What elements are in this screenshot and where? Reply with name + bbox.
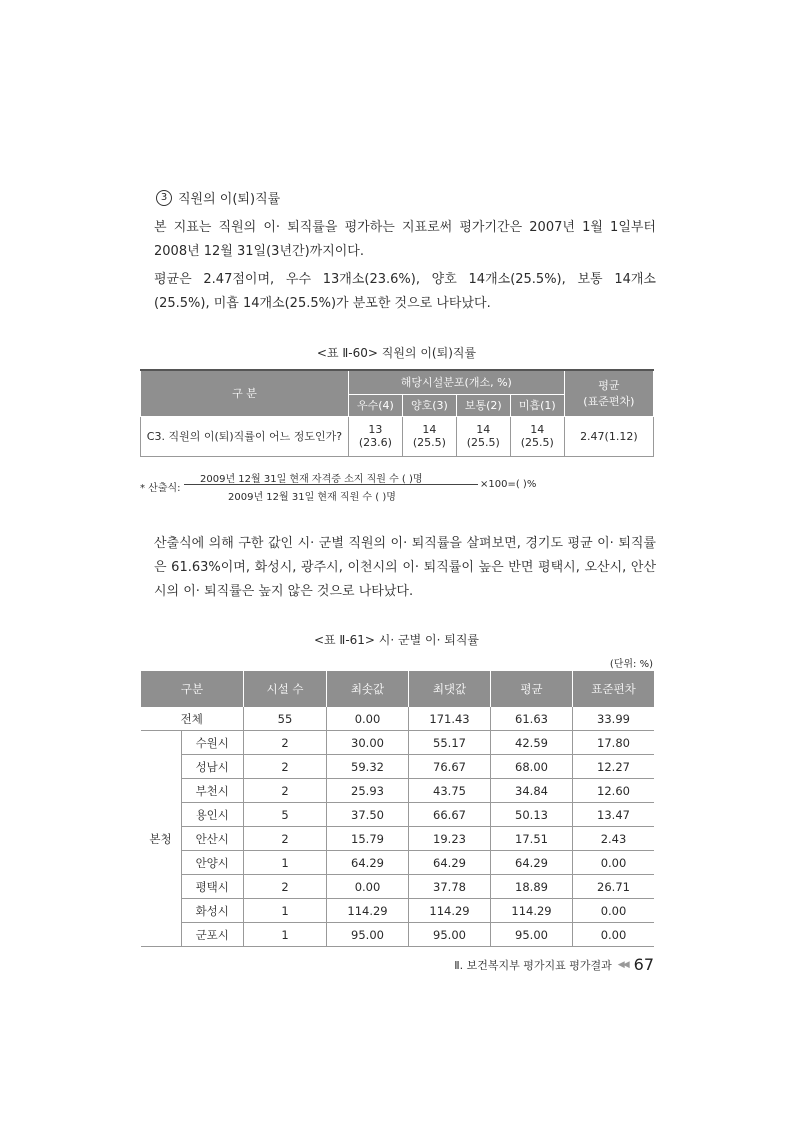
page-footer [454, 955, 654, 974]
t2-cell: 50.13 [491, 803, 573, 827]
t2-cell: 114.29 [491, 899, 573, 923]
t2-cell: 17.51 [491, 827, 573, 851]
table2-unit: (단위: %) [609, 659, 653, 670]
t2-cell: 55.17 [409, 731, 491, 755]
t1-header-dist: 해당시설분포(개소, %) [348, 370, 564, 394]
t2-cell: 55 [244, 707, 327, 731]
t2-cell: 114.29 [327, 899, 409, 923]
t2-cell: 30.00 [327, 731, 409, 755]
t2-cell: 15.79 [327, 827, 409, 851]
paragraph-2 [140, 268, 656, 316]
t2-cell: 2 [244, 875, 327, 899]
t2-cell: 33.99 [573, 707, 655, 731]
formula [140, 468, 660, 504]
t1-count-1: 14 [422, 423, 437, 436]
formula-fraction-line [184, 484, 478, 485]
t2-header-mean: 평균 [491, 671, 573, 707]
t1-col-2: 보통(2) [456, 394, 510, 416]
t2-cell: 43.75 [409, 779, 491, 803]
table2 [140, 671, 654, 947]
t2-cell: 42.59 [491, 731, 573, 755]
t1-header-avg [564, 370, 653, 416]
t2-header-category: 구분 [141, 671, 244, 707]
t2-cell: 0.00 [327, 875, 409, 899]
t2-city: 화성시 [181, 899, 244, 923]
t2-cell: 0.00 [573, 923, 655, 947]
t2-cell: 95.00 [409, 923, 491, 947]
t2-cell: 1 [244, 899, 327, 923]
t2-cell: 2 [244, 779, 327, 803]
formula-denominator: 2009년 12월 31일 현재 직원 수 ( )명 [228, 492, 396, 503]
t1-header-avg-sub: (표준편차) [583, 395, 635, 409]
section-title [156, 188, 280, 207]
t1-header-group: 구 분 [141, 370, 349, 416]
t2-cell: 2.43 [573, 827, 655, 851]
t2-cell: 37.78 [409, 875, 491, 899]
t2-cell: 25.93 [327, 779, 409, 803]
t1-col-0: 우수(4) [348, 394, 402, 416]
t1-count-0: 13 [368, 423, 383, 436]
t2-city: 안양시 [181, 851, 244, 875]
t2-total-label: 전체 [141, 707, 244, 731]
t2-cell: 2 [244, 755, 327, 779]
t1-row-label: C3. 직원의 이(퇴)직률이 어느 정도인가? [141, 416, 349, 456]
t2-cell: 95.00 [327, 923, 409, 947]
table-row-total [141, 707, 655, 731]
t1-col-3: 미흡(1) [510, 394, 564, 416]
t2-city: 용인시 [181, 803, 244, 827]
t2-header-count: 시설 수 [244, 671, 327, 707]
formula-numerator: 2009년 12월 31일 현재 자격증 소지 직원 수 ( )명 [200, 474, 423, 485]
t2-cell: 0.00 [573, 851, 655, 875]
t1-cell [348, 416, 402, 456]
t2-city: 수원시 [181, 731, 244, 755]
t2-cell: 64.29 [409, 851, 491, 875]
t2-cell: 66.67 [409, 803, 491, 827]
t2-cell: 64.29 [491, 851, 573, 875]
t1-pct-3: (25.5) [520, 436, 554, 449]
table2-caption: <표 Ⅱ-61> 시· 군별 이· 퇴직률 [313, 633, 480, 647]
paragraph-1 [140, 216, 656, 264]
t1-cell [456, 416, 510, 456]
table1-caption: <표 Ⅱ-60> 직원의 이(퇴)직률 [316, 346, 477, 360]
t1-cell [510, 416, 564, 456]
paragraph-3 [140, 532, 656, 604]
t2-cell: 171.43 [409, 707, 491, 731]
t2-cell: 18.89 [491, 875, 573, 899]
t2-cell: 0.00 [573, 899, 655, 923]
paragraph-2-text: 평균은 2.47점이며, 우수 13개소(23.6%), 양호 14개소(25.5%), 보통 14개소(25.5%), 미흡 14개소(25.5%)가 분포한 것으로 나타났다. [154, 272, 656, 311]
table-row [141, 755, 655, 779]
table-row [141, 803, 655, 827]
table-row [141, 875, 655, 899]
t1-cell [402, 416, 456, 456]
table-row [141, 827, 655, 851]
t1-count-2: 14 [476, 423, 491, 436]
paragraph-1-text: 본 지표는 직원의 이· 퇴직률을 평가하는 지표로써 평가기간은 2007년 1월 1일부터 2008년 12월 31일(3년간)까지이다. [154, 220, 656, 259]
t2-cell: 114.29 [409, 899, 491, 923]
t1-pct-2: (25.5) [466, 436, 500, 449]
t2-cell: 19.23 [409, 827, 491, 851]
t2-cell: 2 [244, 731, 327, 755]
t1-pct-0: (23.6) [358, 436, 392, 449]
footer-text: Ⅱ. 보건복지부 평가지표 평가결과 [454, 958, 612, 972]
table-row [141, 851, 655, 875]
t2-cell: 0.00 [327, 707, 409, 731]
t2-cell: 17.80 [573, 731, 655, 755]
t2-header-sd: 표준편차 [573, 671, 655, 707]
page-number: 67 [633, 955, 654, 974]
table-row [141, 779, 655, 803]
t2-header-max: 최댓값 [409, 671, 491, 707]
t2-cell: 1 [244, 851, 327, 875]
t2-cell: 59.32 [327, 755, 409, 779]
t2-cell: 34.84 [491, 779, 573, 803]
table-row [141, 923, 655, 947]
t2-city: 성남시 [181, 755, 244, 779]
table1 [140, 369, 654, 457]
t2-cell: 64.29 [327, 851, 409, 875]
t2-cell: 26.71 [573, 875, 655, 899]
t1-pct-1: (25.5) [412, 436, 446, 449]
formula-suffix: ×100=( )% [480, 479, 537, 490]
t1-avg: 2.47(1.12) [564, 416, 653, 456]
formula-prefix: * 산출식: [140, 483, 181, 494]
t2-cell: 12.60 [573, 779, 655, 803]
t2-cell: 5 [244, 803, 327, 827]
double-arrow-left-icon: ◀◀ [617, 959, 628, 970]
t2-city: 평택시 [181, 875, 244, 899]
t2-cell: 13.47 [573, 803, 655, 827]
section-number: 3 [156, 190, 172, 206]
t2-cell: 1 [244, 923, 327, 947]
table-row [141, 899, 655, 923]
t2-city: 부천시 [181, 779, 244, 803]
t2-header-min: 최솟값 [327, 671, 409, 707]
t2-cell: 2 [244, 827, 327, 851]
t2-cell: 61.63 [491, 707, 573, 731]
t1-count-3: 14 [530, 423, 545, 436]
t2-city: 안산시 [181, 827, 244, 851]
section-title-text: 직원의 이(퇴)직률 [178, 192, 281, 207]
paragraph-3-text: 산출식에 의해 구한 값인 시· 군별 직원의 이· 퇴직률을 살펴보면, 경기도 평균 이· 퇴직률은 61.63%이며, 화성시, 광주시, 이천시의 이· 퇴직률이 높은 반면 평택시, 오산시, 안산시의 이· 퇴직률은 높지 않은 것으로 나타났다. [154, 536, 656, 599]
t2-group-label: 본청 [141, 731, 182, 947]
table-row [141, 731, 655, 755]
t2-cell: 76.67 [409, 755, 491, 779]
t2-cell: 95.00 [491, 923, 573, 947]
t2-city: 군포시 [181, 923, 244, 947]
t2-cell: 37.50 [327, 803, 409, 827]
t2-cell: 12.27 [573, 755, 655, 779]
t1-col-1: 양호(3) [402, 394, 456, 416]
t1-header-avg-label: 평균 [598, 379, 620, 393]
t2-cell: 68.00 [491, 755, 573, 779]
